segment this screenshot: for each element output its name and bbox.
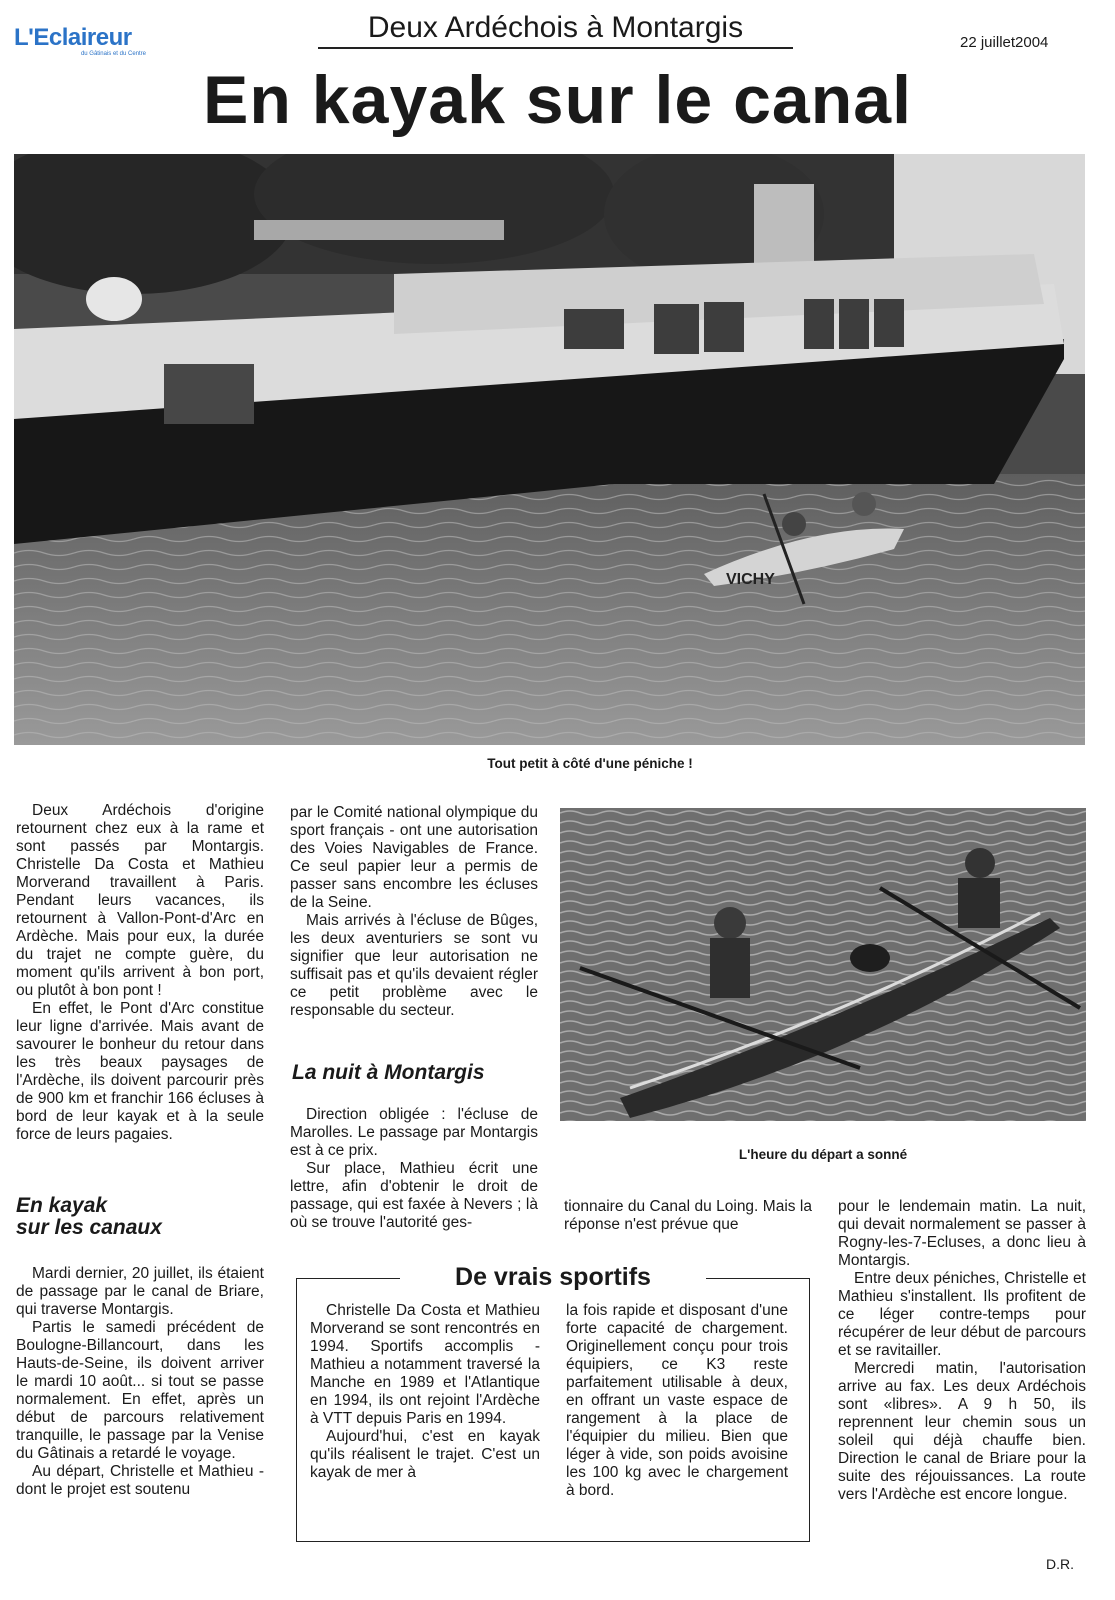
paragraph: Aujourd'hui, c'est en kayak qu'ils réalisent le trajet. C'est un kayak de mer à xyxy=(310,1428,540,1481)
article-column-3 xyxy=(564,1198,812,1234)
kayak-label: VICHY xyxy=(726,571,775,588)
paragraph: Direction obligée : l'écluse de Marolles. Le passage par Montargis est à ce prix. xyxy=(290,1106,538,1159)
article-column-1 xyxy=(16,802,264,1144)
paragraph: tionnaire du Canal du Loing. Mais la réponse n'est prévue que xyxy=(564,1198,812,1233)
paragraph: la fois rapide et disposant d'une forte capacité de chargement. Originellement conçu pour trois équipiers, ce K3 reste parfaitement utilisable à deux, en offrant un vaste espace de rangement à la place de l'équipier du milieu. Bien que léger à vide, son poids avoisine les 100 kg avec le chargement à bord. xyxy=(566,1302,788,1499)
paragraph: Sur place, Mathieu écrit une lettre, afin d'obtenir le droit de passage, qui est faxée à Nevers ; là où se trouve l'autorité ges- xyxy=(290,1160,538,1231)
subhead-line: sur les canaux xyxy=(16,1216,162,1239)
article-column-4 xyxy=(838,1198,1086,1504)
paragraph: Mercredi matin, l'autorisation arrive au fax. Les deux Ardéchois sont «libres». A 9 h 50, ils reprennent leur chemin sous un soleil qui déjà chauffe bien. Direction le canal de Briare pour la suite des réjouissances. La route vers l'Ardèche est encore longue. xyxy=(838,1360,1086,1503)
paragraph: par le Comité national olympique du sport français - ont une autorisation des Voies Navigables de France. Ce seul papier leur a permis de passer sans encombre les écluses de la Seine. xyxy=(290,804,538,911)
subhead-montargis: La nuit à Montargis xyxy=(292,1061,485,1084)
publication-date: 22 juillet2004 xyxy=(960,34,1049,51)
sidebar-title: De vrais sportifs xyxy=(400,1263,706,1291)
article-kicker: Deux Ardéchois à Montargis xyxy=(318,10,793,49)
sidebar-column-2 xyxy=(566,1302,788,1500)
photo-caption-1: Tout petit à côté d'une péniche ! xyxy=(487,756,693,771)
article-column-2 xyxy=(290,804,538,1020)
paragraph: pour le lendemain matin. La nuit, qui devait normalement se passer à Rogny-les-7-Ecluses, a donc lieu à Montargis. xyxy=(838,1198,1086,1269)
paragraph: En effet, le Pont d'Arc constitue leur ligne d'arrivée. Mais avant de savourer le bonheur du retour dans les très beaux paysages de l'Ardèche, ils doivent parcourir près de 900 km et franchir 166 écluses à bord de leur kayak et à la seule force de leurs pagaies. xyxy=(16,1000,264,1143)
logo-name: L'Eclaireur xyxy=(14,24,132,51)
paragraph: Mais arrivés à l'écluse de Bûges, les deux aventuriers se sont vu signifier que leur autorisation ne suffisait pas et qu'ils devaient régler ce petit problème avec le responsable du secteur. xyxy=(290,912,538,1019)
paragraph: Au départ, Christelle et Mathieu - dont le projet est soutenu xyxy=(16,1463,264,1498)
barge-photo-illustration xyxy=(14,154,1085,745)
subhead-line: En kayak xyxy=(16,1194,108,1217)
paragraph: Entre deux péniches, Christelle et Mathieu s'installent. Ils profitent de ce léger contre-temps pour récupérer de leur début de parcours et se ravitailler. xyxy=(838,1270,1086,1359)
subhead-kayak xyxy=(16,1195,162,1239)
barge-photo xyxy=(14,154,1085,745)
sidebar-column-1 xyxy=(310,1302,540,1482)
paragraph: Mardi dernier, 20 juillet, ils étaient de passage par le canal de Briare, qui traverse Montargis. xyxy=(16,1265,264,1318)
logo-subtitle: du Gâtinais et du Centre xyxy=(80,51,146,57)
photo-credit: D.R. xyxy=(1046,1556,1074,1572)
newspaper-logo xyxy=(14,26,164,58)
kayak-photo xyxy=(560,808,1086,1121)
article-column-2-continued xyxy=(290,1106,538,1232)
article-column-1-continued xyxy=(16,1265,264,1499)
paragraph: Deux Ardéchois d'origine retournent chez eux à la rame et sont passés par Montargis. Christelle Da Costa et Mathieu Morverand travaillent à Paris. Pendant leurs vacances, ils retournent à Vallon-Pont-d'Arc en Ardèche. Mais pour eux, la durée du trajet ne compte guère, du moment qu'ils arrivent à bon port, ou plutôt à bon pont ! xyxy=(16,802,264,999)
photo-caption-2: L'heure du départ a sonné xyxy=(738,1147,908,1162)
paragraph: Partis le samedi précédent de Boulogne-Billancourt, dans les Hauts-de-Seine, ils doivent arriver le mardi 10 août... si tout se passe normalement. En effet, après un début de parcours relativement tranquille, le passage par la Venise du Gâtinais a retardé le voyage. xyxy=(16,1319,264,1462)
headline: En kayak sur le canal xyxy=(203,62,912,138)
paragraph: Christelle Da Costa et Mathieu Morverand se sont rencontrés en 1994. Sportifs accomplis - Mathieu a notamment traversé la Manche en 1989 et l'Atlantique en 1994, ils ont rejoint l'Ardèche à VTT depuis Paris en 1994. xyxy=(310,1302,540,1427)
kayak-photo-illustration xyxy=(560,808,1086,1121)
